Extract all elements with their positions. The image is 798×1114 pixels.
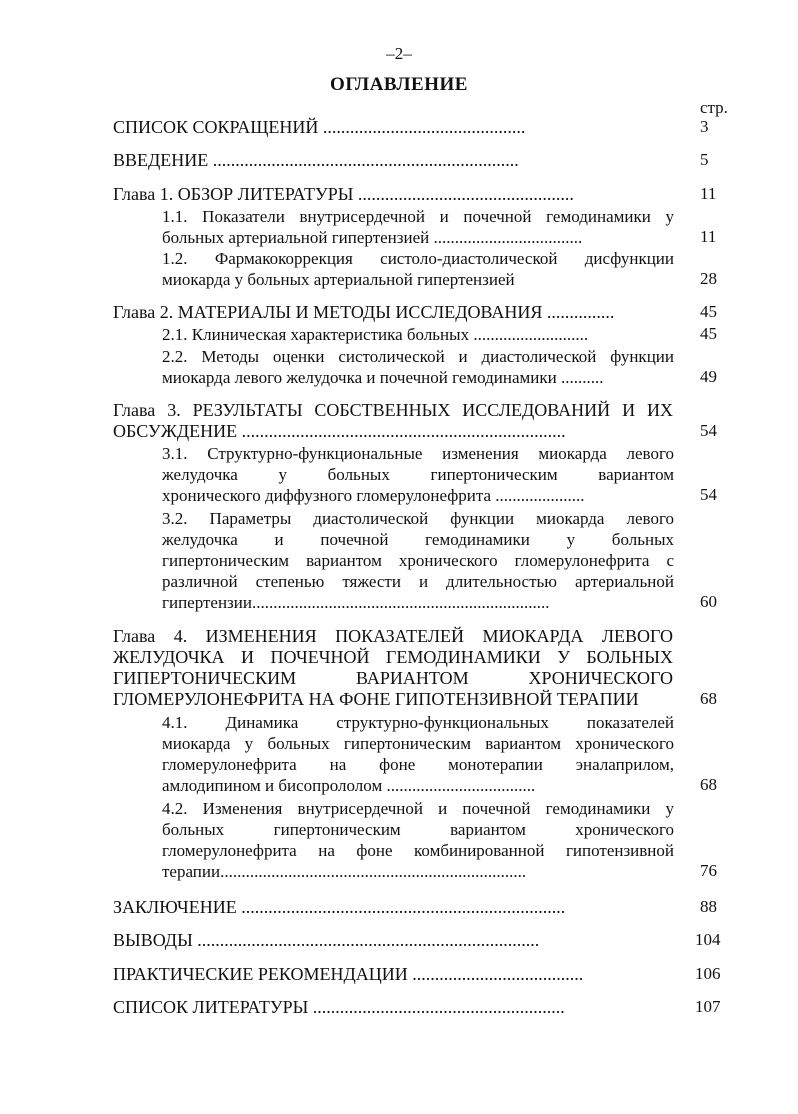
toc-line: гломерулонефрита на фоне монотерапии эналаприлом, [162, 755, 674, 774]
toc-line: желудочка и почечной гемодинамики у больных [162, 530, 674, 549]
toc-line: Глава 1. ОБЗОР ЛИТЕРАТУРЫ ................................................ [113, 184, 574, 204]
toc-entry-conclusion [113, 897, 683, 918]
toc-page-section-2-1: 45 [700, 324, 717, 343]
toc-entry-section-4-1 [162, 712, 674, 796]
toc-line: ЗАКЛЮЧЕНИЕ ........................................................................ [113, 897, 566, 917]
toc-line: миокарда у больных артериальной гипертензией [162, 270, 515, 289]
toc-line: 1.2. Фармакокоррекция систоло-диастолической дисфункции [162, 249, 674, 268]
toc-entry-recommendations [113, 964, 683, 985]
toc-page-section-3-1: 54 [700, 485, 717, 504]
toc-line: ГЛОМЕРУЛОНЕФРИТА НА ФОНЕ ГИПОТЕНЗИВНОЙ ТЕРАПИИ [113, 689, 639, 709]
toc-page-abbreviations: 3 [700, 117, 709, 136]
toc-line: больных артериальной гипертензией ................................... [162, 228, 583, 247]
toc-page-chapter-2: 45 [700, 302, 717, 321]
toc-entry-chapter-2 [113, 302, 683, 323]
toc-entry-section-3-2 [162, 508, 674, 613]
toc-line: ОБСУЖДЕНИЕ ........................................................................ [113, 421, 566, 441]
toc-line: хронического диффузного гломерулонефрита ..................... [162, 486, 585, 505]
toc-line: различной степенью тяжести и длительностью артериальной [162, 572, 674, 591]
toc-page-findings: 104 [695, 930, 721, 949]
toc-line: больных гипертоническим вариантом хронического [162, 820, 674, 839]
toc-entry-abbreviations [113, 117, 683, 138]
page-title: ОГЛАВЛЕНИЕ [330, 74, 468, 95]
toc-line: 2.1. Клиническая характеристика больных ........................... [162, 325, 589, 344]
toc-line: терапии........................................................................ [162, 862, 527, 881]
toc-page-recommendations: 106 [695, 964, 721, 983]
page-column-label: стр. [700, 98, 728, 117]
toc-entry-section-2-1 [162, 324, 674, 345]
toc-page-chapter-1: 11 [700, 184, 717, 203]
toc-entry-introduction [113, 150, 683, 171]
toc-line: 4.2. Изменения внутрисердечной и почечной гемодинамики у [162, 799, 674, 818]
toc-line: Глава 2. МАТЕРИАЛЫ И МЕТОДЫ ИССЛЕДОВАНИЯ ............... [113, 302, 615, 322]
toc-entry-chapter-1 [113, 184, 683, 205]
toc-line: ПРАКТИЧЕСКИЕ РЕКОМЕНДАЦИИ ...................................... [113, 964, 584, 984]
toc-line: Глава 3. РЕЗУЛЬТАТЫ СОБСТВЕННЫХ ИССЛЕДОВАНИЙ И ИХ [113, 400, 673, 420]
toc-entry-chapter-4 [113, 626, 673, 710]
toc-page-section-2-2: 49 [700, 367, 717, 386]
toc-page-chapter-4: 68 [700, 689, 717, 708]
toc-line: миокарда у больных гипертоническим вариантом хронического [162, 734, 674, 753]
toc-page-references: 107 [695, 997, 721, 1016]
toc-page-section-3-2: 60 [700, 592, 717, 611]
toc-entry-references [113, 997, 683, 1018]
toc-line: ВВЕДЕНИЕ .................................................................... [113, 150, 519, 170]
toc-page-section-1-1: 11 [700, 227, 717, 246]
toc-line: СПИСОК СОКРАЩЕНИЙ ............................................. [113, 117, 526, 137]
toc-line: ВЫВОДЫ ............................................................................ [113, 930, 540, 950]
toc-line: желудочка у больных гипертоническим вариантом [162, 465, 674, 484]
toc-line: гипертензии...................................................................... [162, 593, 550, 612]
page-number: –2– [386, 44, 412, 63]
toc-entry-section-2-2 [162, 346, 674, 388]
toc-line: гипертоническим вариантом хронического гломерулонефрита с [162, 551, 674, 570]
toc-line: Глава 4. ИЗМЕНЕНИЯ ПОКАЗАТЕЛЕЙ МИОКАРДА ЛЕВОГО [113, 626, 673, 646]
toc-entry-findings [113, 930, 683, 951]
toc-line: 4.1. Динамика структурно-функциональных показателей [162, 713, 674, 732]
toc-entry-section-4-2 [162, 798, 674, 882]
toc-entry-section-3-1 [162, 443, 674, 506]
toc-line: амлодипином и бисопрололом ................................... [162, 776, 536, 795]
toc-line: ЖЕЛУДОЧКА И ПОЧЕЧНОЙ ГЕМОДИНАМИКИ У БОЛЬНЫХ [113, 647, 673, 667]
toc-line: 1.1. Показатели внутрисердечной и почечной гемодинамики у [162, 207, 674, 226]
toc-line: 3.1. Структурно-функциональные изменения миокарда левого [162, 444, 674, 463]
toc-line: ГИПЕРТОНИЧЕСКИМ ВАРИАНТОМ ХРОНИЧЕСКОГО [113, 668, 673, 688]
toc-line: 3.2. Параметры диастолической функции миокарда левого [162, 509, 674, 528]
toc-page-section-4-2: 76 [700, 861, 717, 880]
toc-entry-chapter-3 [113, 400, 673, 442]
toc-line: миокарда левого желудочка и почечной гемодинамики .......... [162, 368, 604, 387]
toc-entry-section-1-2 [162, 248, 674, 290]
toc-page-introduction: 5 [700, 150, 709, 169]
toc-line: гломерулонефрита на фоне комбинированной гипотензивной [162, 841, 674, 860]
toc-line: СПИСОК ЛИТЕРАТУРЫ ........................................................ [113, 997, 565, 1017]
toc-page-conclusion: 88 [700, 897, 717, 916]
toc-line: 2.2. Методы оценки систолической и диастолической функции [162, 347, 674, 366]
toc-page-section-4-1: 68 [700, 775, 717, 794]
toc-page-section-1-2: 28 [700, 269, 717, 288]
toc-page-chapter-3: 54 [700, 421, 717, 440]
toc-entry-section-1-1 [162, 206, 674, 248]
